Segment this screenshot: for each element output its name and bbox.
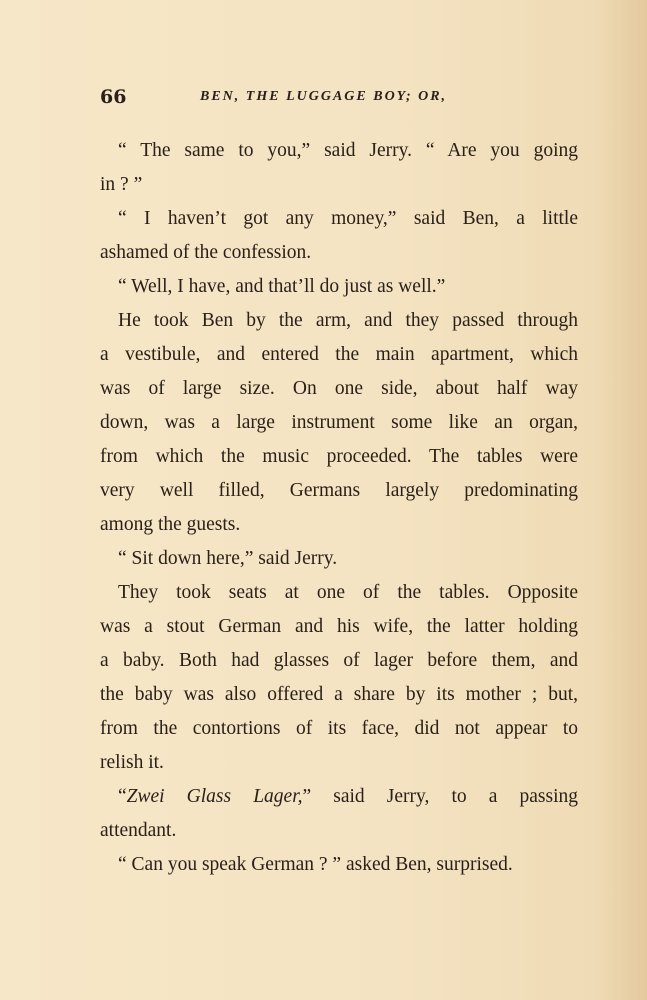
text-line: “ I haven’t got any money,” said Ben, a little	[118, 208, 578, 229]
text-line: from the contortions of its face, did not appear to	[100, 718, 578, 739]
text-line: “ Sit down here,” said Jerry.	[118, 548, 338, 569]
text-line: was a stout German and his wife, the latter holding	[100, 616, 578, 637]
page-number: 66	[100, 86, 127, 108]
text-line: “ Well, I have, and that’ll do just as well.”	[118, 276, 446, 297]
line-rest: ” said Jerry, to a passing	[302, 786, 578, 807]
text-line: the baby was also offered a share by its mother ; but,	[100, 684, 578, 705]
text-line: a vestibule, and entered the main apartment, which	[100, 344, 578, 365]
text-line: “ Can you speak German ? ” asked Ben, surprised.	[118, 854, 513, 875]
running-head: BEN, THE LUGGAGE BOY; OR,	[200, 89, 448, 104]
open-quote: “	[118, 786, 127, 807]
german-phrase: Zwei Glass Lager,	[126, 786, 303, 807]
text-line: in ? ”	[100, 174, 143, 195]
text-line: was of large size. On one side, about half way	[100, 378, 578, 399]
body-text	[100, 134, 578, 882]
text-line: They took seats at one of the tables. Opposite	[118, 582, 578, 603]
text-line: ashamed of the confession.	[100, 242, 312, 263]
text-line: “ The same to you,” said Jerry. “ Are you going	[118, 140, 578, 161]
text-line: from which the music proceeded. The tables were	[100, 446, 578, 467]
text-line: down, was a large instrument some like an organ,	[100, 412, 578, 433]
text-line: relish it.	[100, 752, 164, 773]
text-line: very well filled, Germans largely predominating	[100, 480, 578, 501]
text-line: among the guests.	[100, 514, 241, 535]
text-line: attendant.	[100, 820, 177, 841]
text-line: He took Ben by the arm, and they passed through	[118, 310, 578, 331]
text-line-with-italic	[100, 780, 578, 814]
text-line: a baby. Both had glasses of lager before them, and	[100, 650, 578, 671]
page-header	[100, 86, 580, 110]
